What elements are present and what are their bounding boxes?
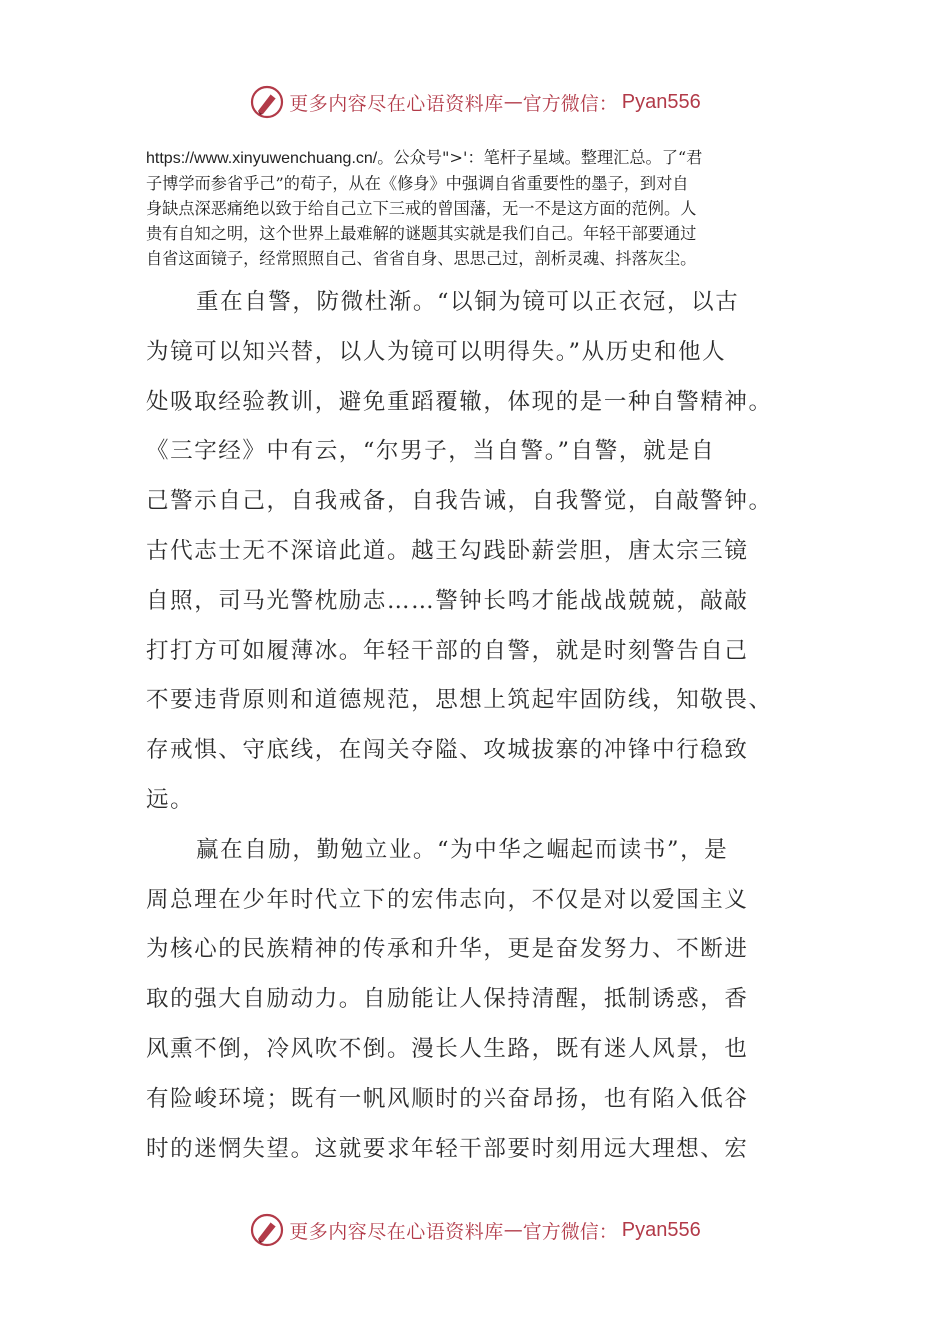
p2-line: 有险峻环境；既有一帆风顺时的兴奋昂扬，也有陷入低谷 [146, 1085, 749, 1112]
footer-banner [0, 1208, 950, 1252]
p1-line: 自照，司马光警枕励志……警钟长鸣才能战战兢兢，敲敲 [146, 587, 749, 614]
intro-line-5: 自省这面镜子，经常照照自己、省省自身、思思己过，剖析灵魂、抖落灰尘。 [146, 249, 697, 268]
pen-logo-icon [249, 1212, 285, 1248]
p1-line: 《三字经》中有云，“尔男子，当自警。”自警，就是自 [146, 438, 716, 465]
banner-wechat-label: 官方微信： [522, 1220, 618, 1243]
paragraph-self-warning [146, 278, 811, 826]
p1-line: 不要违背原则和道德规范，思想上筑起牢固防线，知敬畏、 [146, 687, 773, 714]
main-body [146, 278, 811, 1174]
p1-line: 存戒惧、守底线，在闯关夺隘、攻城拔寨的冲锋中行稳致 [146, 737, 749, 764]
p2-line: 为核心的民族精神的传承和升华，更是奋发努力、不断进 [146, 936, 749, 963]
banner-slogan: 更多内容尽在心语资料库 [289, 1220, 504, 1243]
p1-line: 打打方可如履薄冰。年轻干部的自警，就是时刻警告自己 [146, 637, 749, 664]
intro-line-2: 子博学而参省乎己”的荀子，从在《修身》中强调自省重要性的墨子，到对自 [146, 174, 689, 193]
intro-line-1-text: 。公众号">'：笔杆子星域。整理汇总。了“君 [377, 148, 703, 167]
p2-line: 时的迷惘失望。这就要求年轻干部要时刻用远大理想、宏 [146, 1135, 749, 1162]
banner-wechat-label: 官方微信： [522, 92, 618, 115]
intro-line-1 [146, 145, 806, 171]
banner-wechat-id: Pyan556 [621, 90, 701, 113]
banner-dash: — [503, 1219, 523, 1241]
p1-line: 重在自警，防微杜渐。“以铜为镜可以正衣冠，以古 [196, 289, 740, 315]
p1-line: 为镜可以知兴替，以人为镜可以明得失。”从历史和他人 [146, 338, 727, 365]
intro-line-3: 身缺点深恶痛绝以致于给自己立下三戒的曾国藩，无一不是这方面的范例。人 [146, 199, 697, 218]
p2-line: 周总理在少年时代立下的宏伟志向，不仅是对以爱国主义 [146, 886, 749, 913]
p1-line: 古代志士无不深谙此道。越王勾践卧薪尝胆，唐太宗三镜 [146, 537, 749, 564]
p1-line: 远。 [146, 786, 195, 813]
banner-wechat-id: Pyan556 [621, 1218, 701, 1241]
p2-line: 取的强大自励动力。自励能让人保持清醒，抵制诱惑，香 [146, 986, 749, 1013]
pen-logo-icon [249, 84, 285, 120]
source-url: https://www.xinyuwenchuang.cn/ [146, 150, 378, 167]
intro-line-4: 贵有自知之明，这个世界上最难解的谜题其实就是我们自己。年轻干部要通过 [146, 224, 697, 243]
intro-paragraph [146, 145, 806, 271]
p1-line: 己警示自己，自我戒备，自我告诫，自我警觉，自敲警钟。 [146, 488, 773, 515]
banner-slogan: 更多内容尽在心语资料库 [289, 92, 504, 115]
p2-line: 赢在自励，勤勉立业。“为中华之崛起而读书”，是 [196, 836, 729, 863]
paragraph-self-motivation [146, 826, 811, 1175]
p1-line: 处吸取经验教训，避免重蹈覆辙，体现的是一种自警精神。 [146, 388, 773, 415]
header-banner [0, 80, 950, 124]
banner-dash: — [503, 91, 523, 113]
p2-line: 风熏不倒，冷风吹不倒。漫长人生路，既有迷人风景，也 [146, 1035, 749, 1062]
